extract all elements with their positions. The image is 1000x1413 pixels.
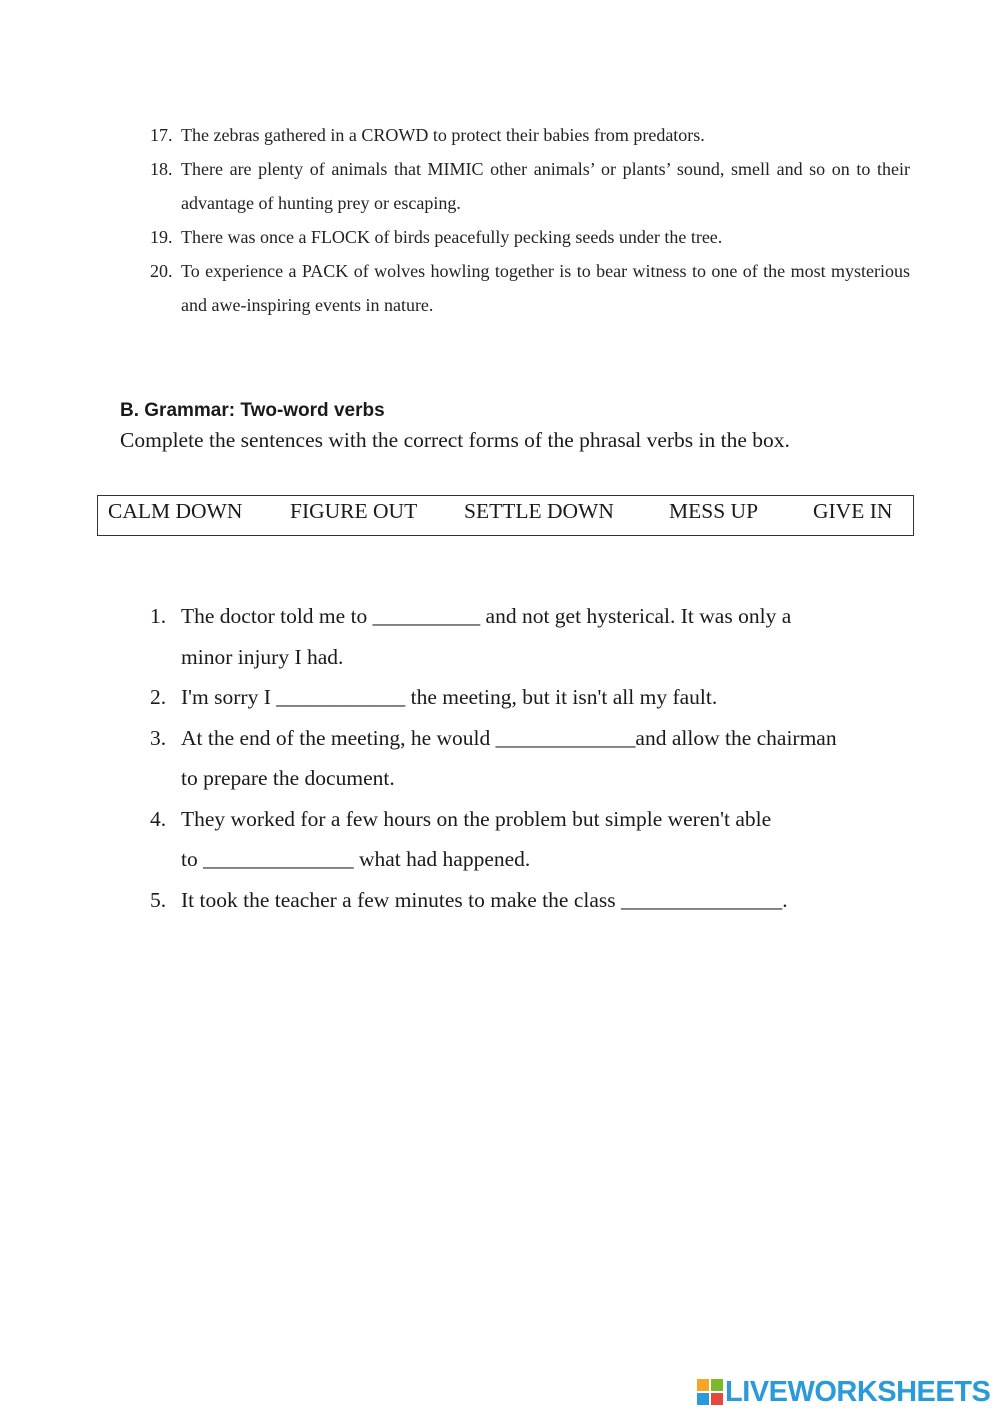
vocab-item-18 <box>150 152 910 220</box>
vocab-item-20 <box>150 254 910 322</box>
word-give-in: GIVE IN <box>813 499 893 523</box>
item-line: minor injury I had. <box>181 644 344 669</box>
vocab-item-17 <box>150 118 910 152</box>
exercise-item-2 <box>150 677 910 718</box>
vocabulary-list <box>150 118 910 322</box>
item-text: The zebras gathered in a CROWD to protect their babies from predators. <box>181 125 705 145</box>
logo-tile <box>697 1393 709 1405</box>
phrasal-verb-box <box>97 495 914 536</box>
exercise-item-1 <box>150 596 910 677</box>
logo-tile <box>711 1379 723 1391</box>
logo-tile <box>711 1393 723 1405</box>
exercise-list <box>150 596 910 920</box>
item-text: There are plenty of animals that MIMIC other animals’ or plants’ sound, smell and so on to their advantage of hunting prey or escaping. <box>181 159 910 213</box>
item-line: to prepare the document. <box>181 766 395 790</box>
exercise-item-4 <box>150 799 910 880</box>
logo-tile <box>697 1379 709 1391</box>
item-number: 4. <box>150 806 167 831</box>
item-line: The doctor told me to __________ and not get hysterical. It was only a <box>181 604 792 628</box>
item-number: 20. <box>150 261 173 281</box>
item-number: 2. <box>150 685 167 709</box>
exercise-item-5 <box>150 880 910 921</box>
item-number: 19. <box>150 227 173 247</box>
item-number: 1. <box>150 604 167 628</box>
item-text: To experience a PACK of wolves howling together is to bear witness to one of the most mysterious and awe-inspiring events in nature. <box>181 261 910 315</box>
word-figure-out: FIGURE OUT <box>290 499 418 523</box>
item-line: At the end of the meeting, he would _____________and allow the chairman <box>181 725 837 750</box>
liveworksheets-logo <box>697 1374 990 1410</box>
section-instruction: Complete the sentences with the correct forms of the phrasal verbs in the box. <box>120 428 790 452</box>
item-number: 17. <box>150 125 173 145</box>
brand-name: LIVEWORKSHEETS <box>725 1375 991 1408</box>
item-line: They worked for a few hours on the problem but simple weren't able <box>181 806 772 831</box>
liveworksheets-logo-icon <box>697 1379 723 1405</box>
word-settle-down: SETTLE DOWN <box>464 499 614 523</box>
item-text: There was once a FLOCK of birds peacefully pecking seeds under the tree. <box>181 227 723 247</box>
item-number: 5. <box>150 887 167 912</box>
vocab-item-19 <box>150 220 910 254</box>
word-calm-down: CALM DOWN <box>108 499 243 523</box>
item-number: 3. <box>150 725 167 750</box>
item-line: to ______________ what had happened. <box>181 847 531 871</box>
section-heading: B. Grammar: Two-word verbs <box>120 400 385 421</box>
word-mess-up: MESS UP <box>669 499 759 523</box>
item-line: It took the teacher a few minutes to make the class _______________. <box>181 887 788 912</box>
exercise-item-3 <box>150 718 910 799</box>
item-number: 18. <box>150 159 173 179</box>
item-line: I'm sorry I ____________ the meeting, but it isn't all my fault. <box>181 685 718 709</box>
